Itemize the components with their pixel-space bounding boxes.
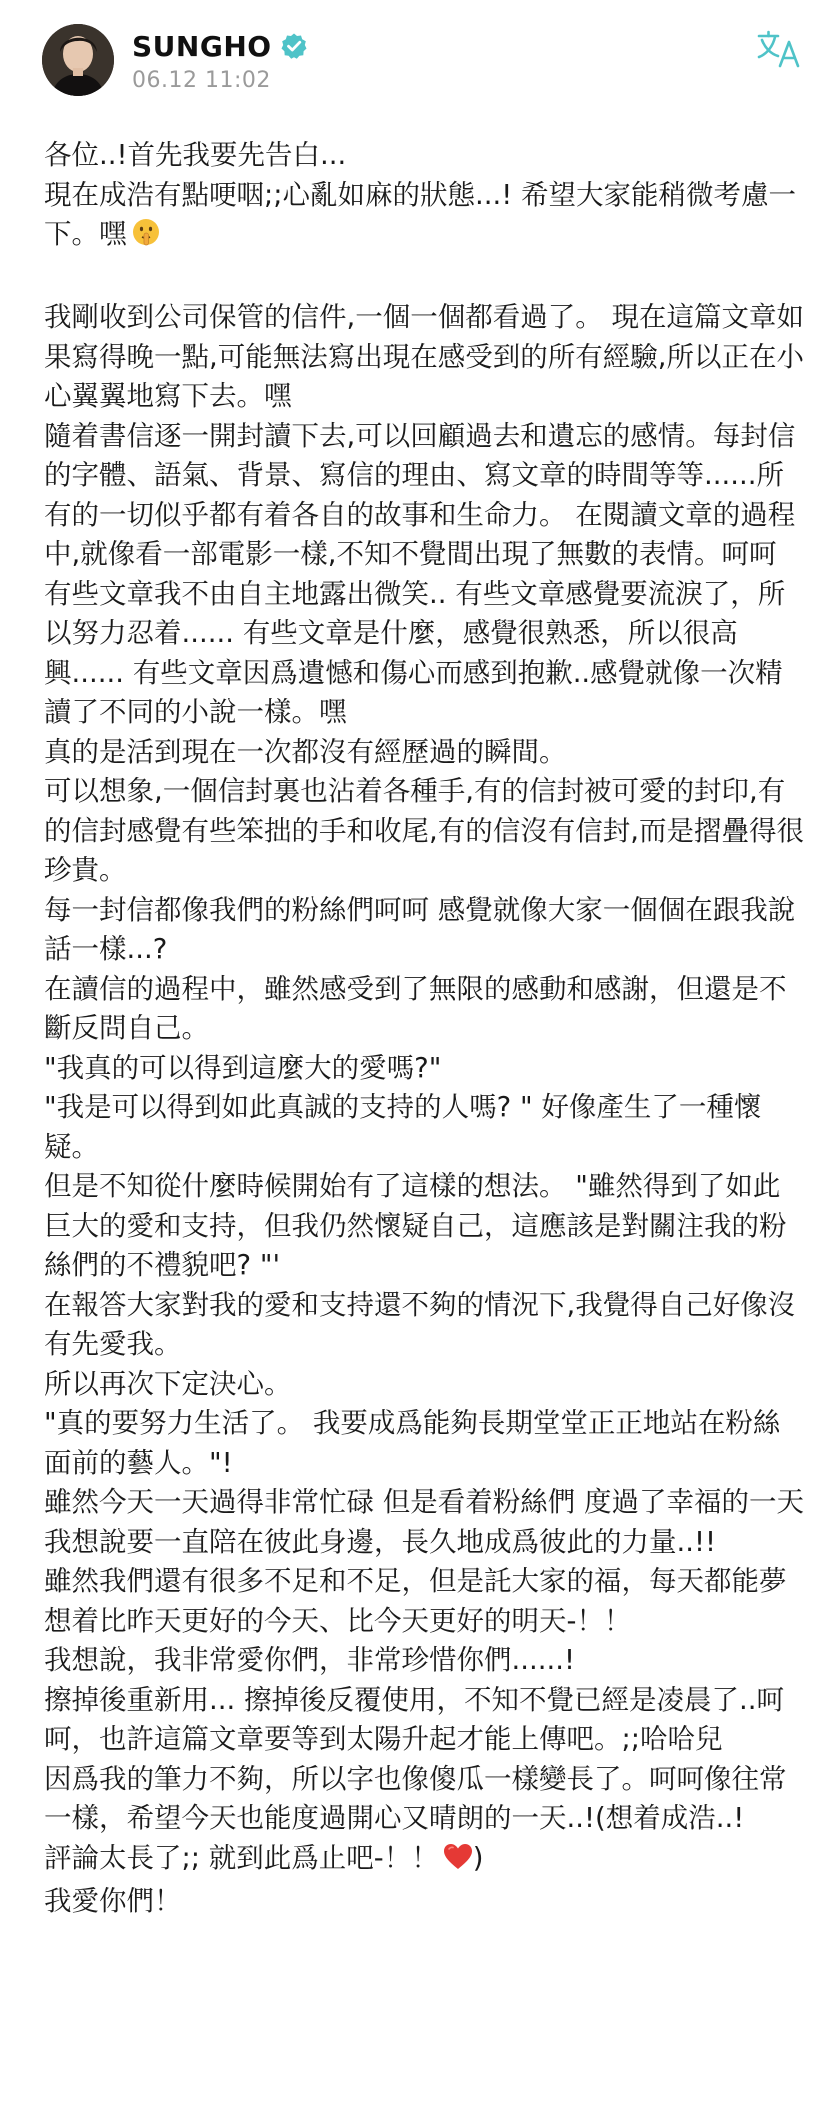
post-paragraph <box>44 733 804 773</box>
post-paragraph <box>44 1882 804 1922</box>
paragraph-text: 每一封信都像我們的粉絲們呵呵 感覺就像大家一個個在跟我說話一樣...? <box>44 893 796 965</box>
post-paragraph <box>44 1167 804 1286</box>
post-paragraph <box>44 1365 804 1405</box>
post-paragraph <box>44 772 804 891</box>
paragraph-text: 在讀信的過程中，雖然感受到了無限的感動和感謝，但還是不斷反問自己。 <box>44 972 787 1044</box>
paragraph-text: "我真的可以得到這麼大的愛嗎?" <box>44 1051 442 1084</box>
post-paragraph <box>44 176 804 259</box>
red-heart-emoji <box>443 1843 473 1883</box>
avatar[interactable] <box>42 24 114 96</box>
post-paragraph <box>44 970 804 1049</box>
paragraph-text: 各位..!首先我要先告白... <box>44 139 347 171</box>
post-paragraph <box>44 1049 804 1089</box>
paragraph-text: 雖然我們還有很多不足和不足，但是託大家的福，每天都能夢想着比昨天更好的今天、比今天更好的明天-！！ <box>44 1565 787 1637</box>
post-paragraph <box>44 1286 804 1365</box>
paragraph-text: 可以想象,一個信封裏也沾着各種手,有的信封被可愛的封印,有的信封感覺有些笨拙的手和收尾,有的信沒有信封,而是摺疊得很珍貴。 <box>44 775 804 886</box>
author-name[interactable]: SUNGHO <box>132 29 272 63</box>
translate-icon <box>756 28 804 72</box>
post-paragraph <box>44 298 804 417</box>
post-paragraph <box>44 417 804 575</box>
post-timestamp: 06.12 11:02 <box>132 68 271 93</box>
post-paragraph <box>44 1562 804 1641</box>
author-row <box>132 26 308 66</box>
paragraph-suffix: ) <box>472 1841 484 1874</box>
paragraph-text: 因爲我的筆力不夠，所以字也像傻瓜一樣變長了。呵呵像往常一樣，希望今天也能度過開心又晴朗的一天..!(想着成浩..! <box>44 1762 787 1834</box>
paragraph-text: 隨着書信逐一開封讀下去,可以回顧過去和遺忘的感情。每封信的字體、語氣、背景、寫信的理由、寫文章的時間等等......所有的一切似乎都有着各自的故事和生命力。 在閱讀文章的過程中,就像看一部電影一樣,不知不覺間出現了無數的表情。呵呵 <box>44 419 796 570</box>
post-paragraph <box>44 1404 804 1483</box>
paragraph-text: 評論太長了;; 就到此爲止吧-！！ <box>44 1841 439 1874</box>
shushing-face-emoji <box>131 217 161 259</box>
post-paragraph <box>44 136 804 176</box>
post-paragraph <box>44 1088 804 1167</box>
post-paragraph <box>44 1681 804 1760</box>
paragraph-text: 現在成浩有點哽咽;;心亂如麻的狀態...! 希望大家能稍微考慮一下。嘿 <box>44 178 797 250</box>
paragraph-text: 所以再次下定決心。 <box>44 1367 292 1400</box>
post-paragraph <box>44 1641 804 1681</box>
post-paragraph <box>44 891 804 970</box>
paragraph-text: 有些文章我不由自主地露出微笑.. 有些文章感覺要流淚了，所以努力忍着...... 有些文章是什麼，感覺很熟悉，所以很高興...... 有些文章因爲遺憾和傷心而感到抱歉..感覺就像一次精讀了不同的小說一樣。嘿 <box>44 577 786 728</box>
paragraph-text: "我是可以得到如此真誠的支持的人嗎? " 好像產生了一種懷疑。 <box>44 1091 762 1163</box>
post-header <box>0 0 828 120</box>
post-paragraph <box>44 1483 804 1562</box>
paragraph-text: 擦掉後重新用... 擦掉後反覆使用，不知不覺已經是凌晨了..呵呵，也許這篇文章要等到太陽升起才能上傳吧。;;哈哈兒 <box>44 1683 784 1755</box>
blank-line <box>44 259 804 299</box>
paragraph-text: 我剛收到公司保管的信件,一個一個都看過了。 現在這篇文章如果寫得晚一點,可能無法寫出現在感受到的所有經驗,所以正在小心翼翼地寫下去。嘿 <box>44 301 804 412</box>
paragraph-text: 我想說，我非常愛你們，非常珍惜你們......! <box>44 1644 575 1676</box>
avatar-image <box>42 24 114 96</box>
paragraph-text: 雖然今天一天過得非常忙碌 但是看着粉絲們 度過了幸福的一天 我想說要一直陪在彼此身邊，長久地成爲彼此的力量..!! <box>44 1486 804 1558</box>
paragraph-text: 真的是活到現在一次都沒有經歷過的瞬間。 <box>44 735 567 768</box>
verified-badge-icon <box>280 32 308 60</box>
paragraph-text: 但是不知從什麼時候開始有了這樣的想法。 "雖然得到了如此巨大的愛和支持，但我仍然懷疑自己，這應該是對關注我的粉絲們的不禮貌吧? "' <box>44 1170 787 1281</box>
translate-button[interactable] <box>756 28 804 72</box>
post-paragraph <box>44 1839 804 1883</box>
paragraph-text: 在報答大家對我的愛和支持還不夠的情況下,我覺得自己好像沒有先愛我。 <box>44 1288 796 1360</box>
post-paragraph <box>44 1760 804 1839</box>
post-body <box>44 136 804 1922</box>
post-paragraph <box>44 575 804 733</box>
paragraph-text: 我愛你們！ <box>44 1885 182 1917</box>
paragraph-text: "真的要努力生活了。 我要成爲能夠長期堂堂正正地站在粉絲面前的藝人。"! <box>44 1407 781 1479</box>
